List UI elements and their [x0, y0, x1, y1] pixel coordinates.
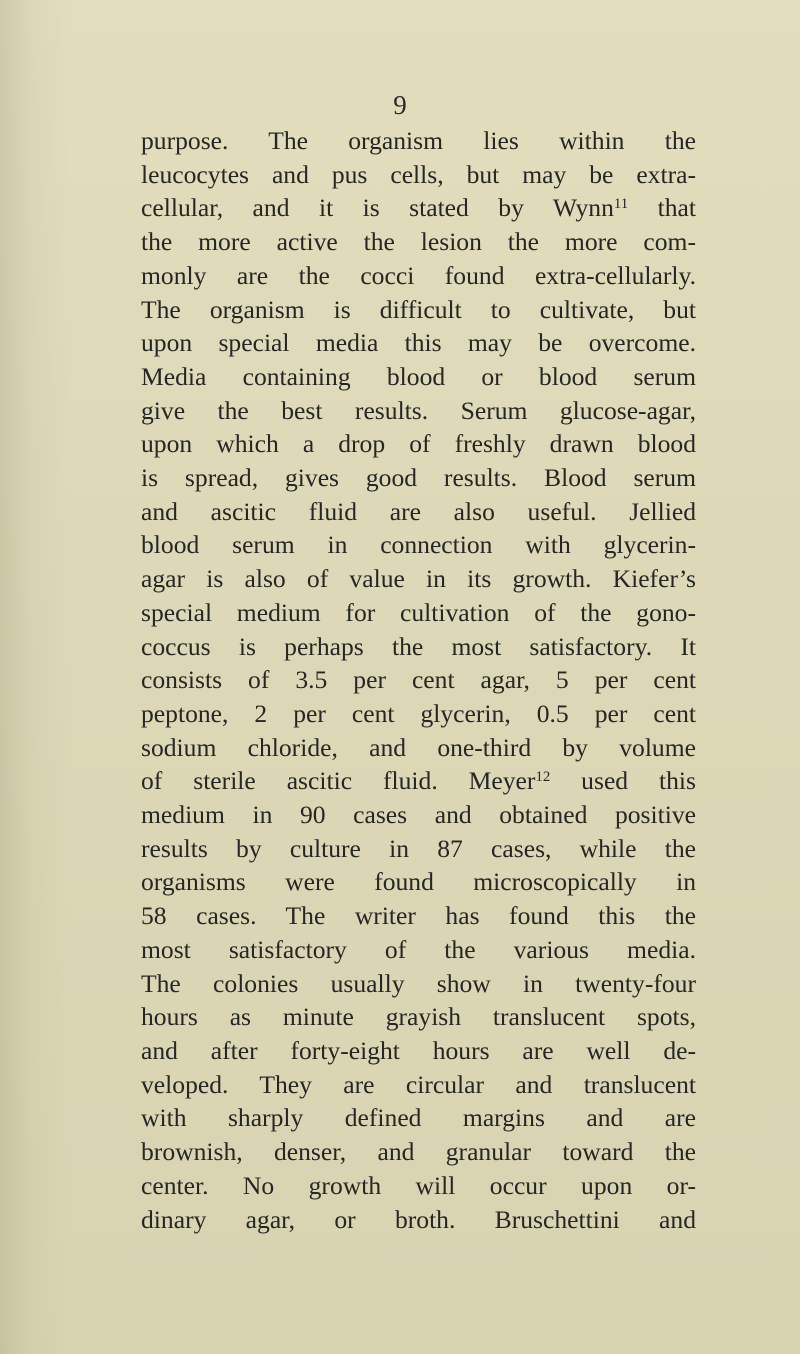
footnote-ref: 11: [613, 196, 629, 213]
text-line: and ascitic fluid are also useful. Jellied: [141, 496, 696, 526]
text-line: 58 cases. The writer has found this the: [141, 901, 696, 931]
text-line: blood serum in connection with glycerin-: [141, 530, 696, 560]
text-line: dinary agar, or broth. Bruschettini and: [141, 1204, 696, 1234]
text-line: The colonies usually show in twenty-four: [141, 968, 696, 998]
text-line: most satisfactory of the various media.: [141, 934, 696, 964]
text-line: coccus is perhaps the most satisfactory. It: [141, 631, 696, 661]
text-line: cellular, and it is stated by Wynn$^{11}$ that: [141, 193, 696, 223]
text-line: The organism is difficult to cultivate, but: [141, 294, 696, 324]
text-line: give the best results. Serum glucose-agar,: [141, 395, 696, 425]
text-line: sodium chloride, and one-third by volume: [141, 732, 696, 762]
text-line: center. No growth will occur upon or-: [141, 1170, 696, 1200]
text-line: organisms were found microscopically in: [141, 867, 696, 897]
text-line: hours as minute grayish translucent spots,: [141, 1002, 696, 1032]
text-line: monly are the cocci found extra-cellularly.: [141, 260, 696, 290]
text-line: brownish, denser, and granular toward the: [141, 1137, 696, 1167]
text-line: agar is also of value in its growth. Kiefer’s: [141, 564, 696, 594]
text-line: purpose. The organism lies within the: [141, 126, 696, 155]
text-line: is spread, gives good results. Blood serum: [141, 463, 696, 493]
text-line: special medium for cultivation of the gono-: [141, 597, 696, 627]
footnote-ref: 12: [535, 769, 551, 786]
text-line: peptone, 2 per cent glycerin, 0.5 per cent: [141, 698, 696, 728]
text-line: upon which a drop of freshly drawn blood: [141, 429, 696, 459]
text-line: the more active the lesion the more com-: [141, 227, 696, 257]
text-line: Media containing blood or blood serum: [141, 361, 696, 391]
text-line: results by culture in 87 cases, while the: [141, 833, 696, 863]
text-line: and after forty-eight hours are well de-: [141, 1035, 696, 1065]
page-number: 9: [393, 90, 407, 120]
text-line: veloped. They are circular and translucent: [141, 1069, 696, 1099]
text-line: leucocytes and pus cells, but may be extra-: [141, 159, 696, 189]
text-line: medium in 90 cases and obtained positive: [141, 800, 696, 830]
text-line: consists of 3.5 per cent agar, 5 per cent: [141, 665, 696, 695]
text-line: with sharply defined margins and are: [141, 1103, 696, 1133]
body-paragraph: [141, 124, 696, 1236]
text-line: of sterile ascitic fluid. Meyer$^{12}$ used this: [141, 766, 696, 796]
text-line: upon special media this may be overcome.: [141, 328, 696, 358]
